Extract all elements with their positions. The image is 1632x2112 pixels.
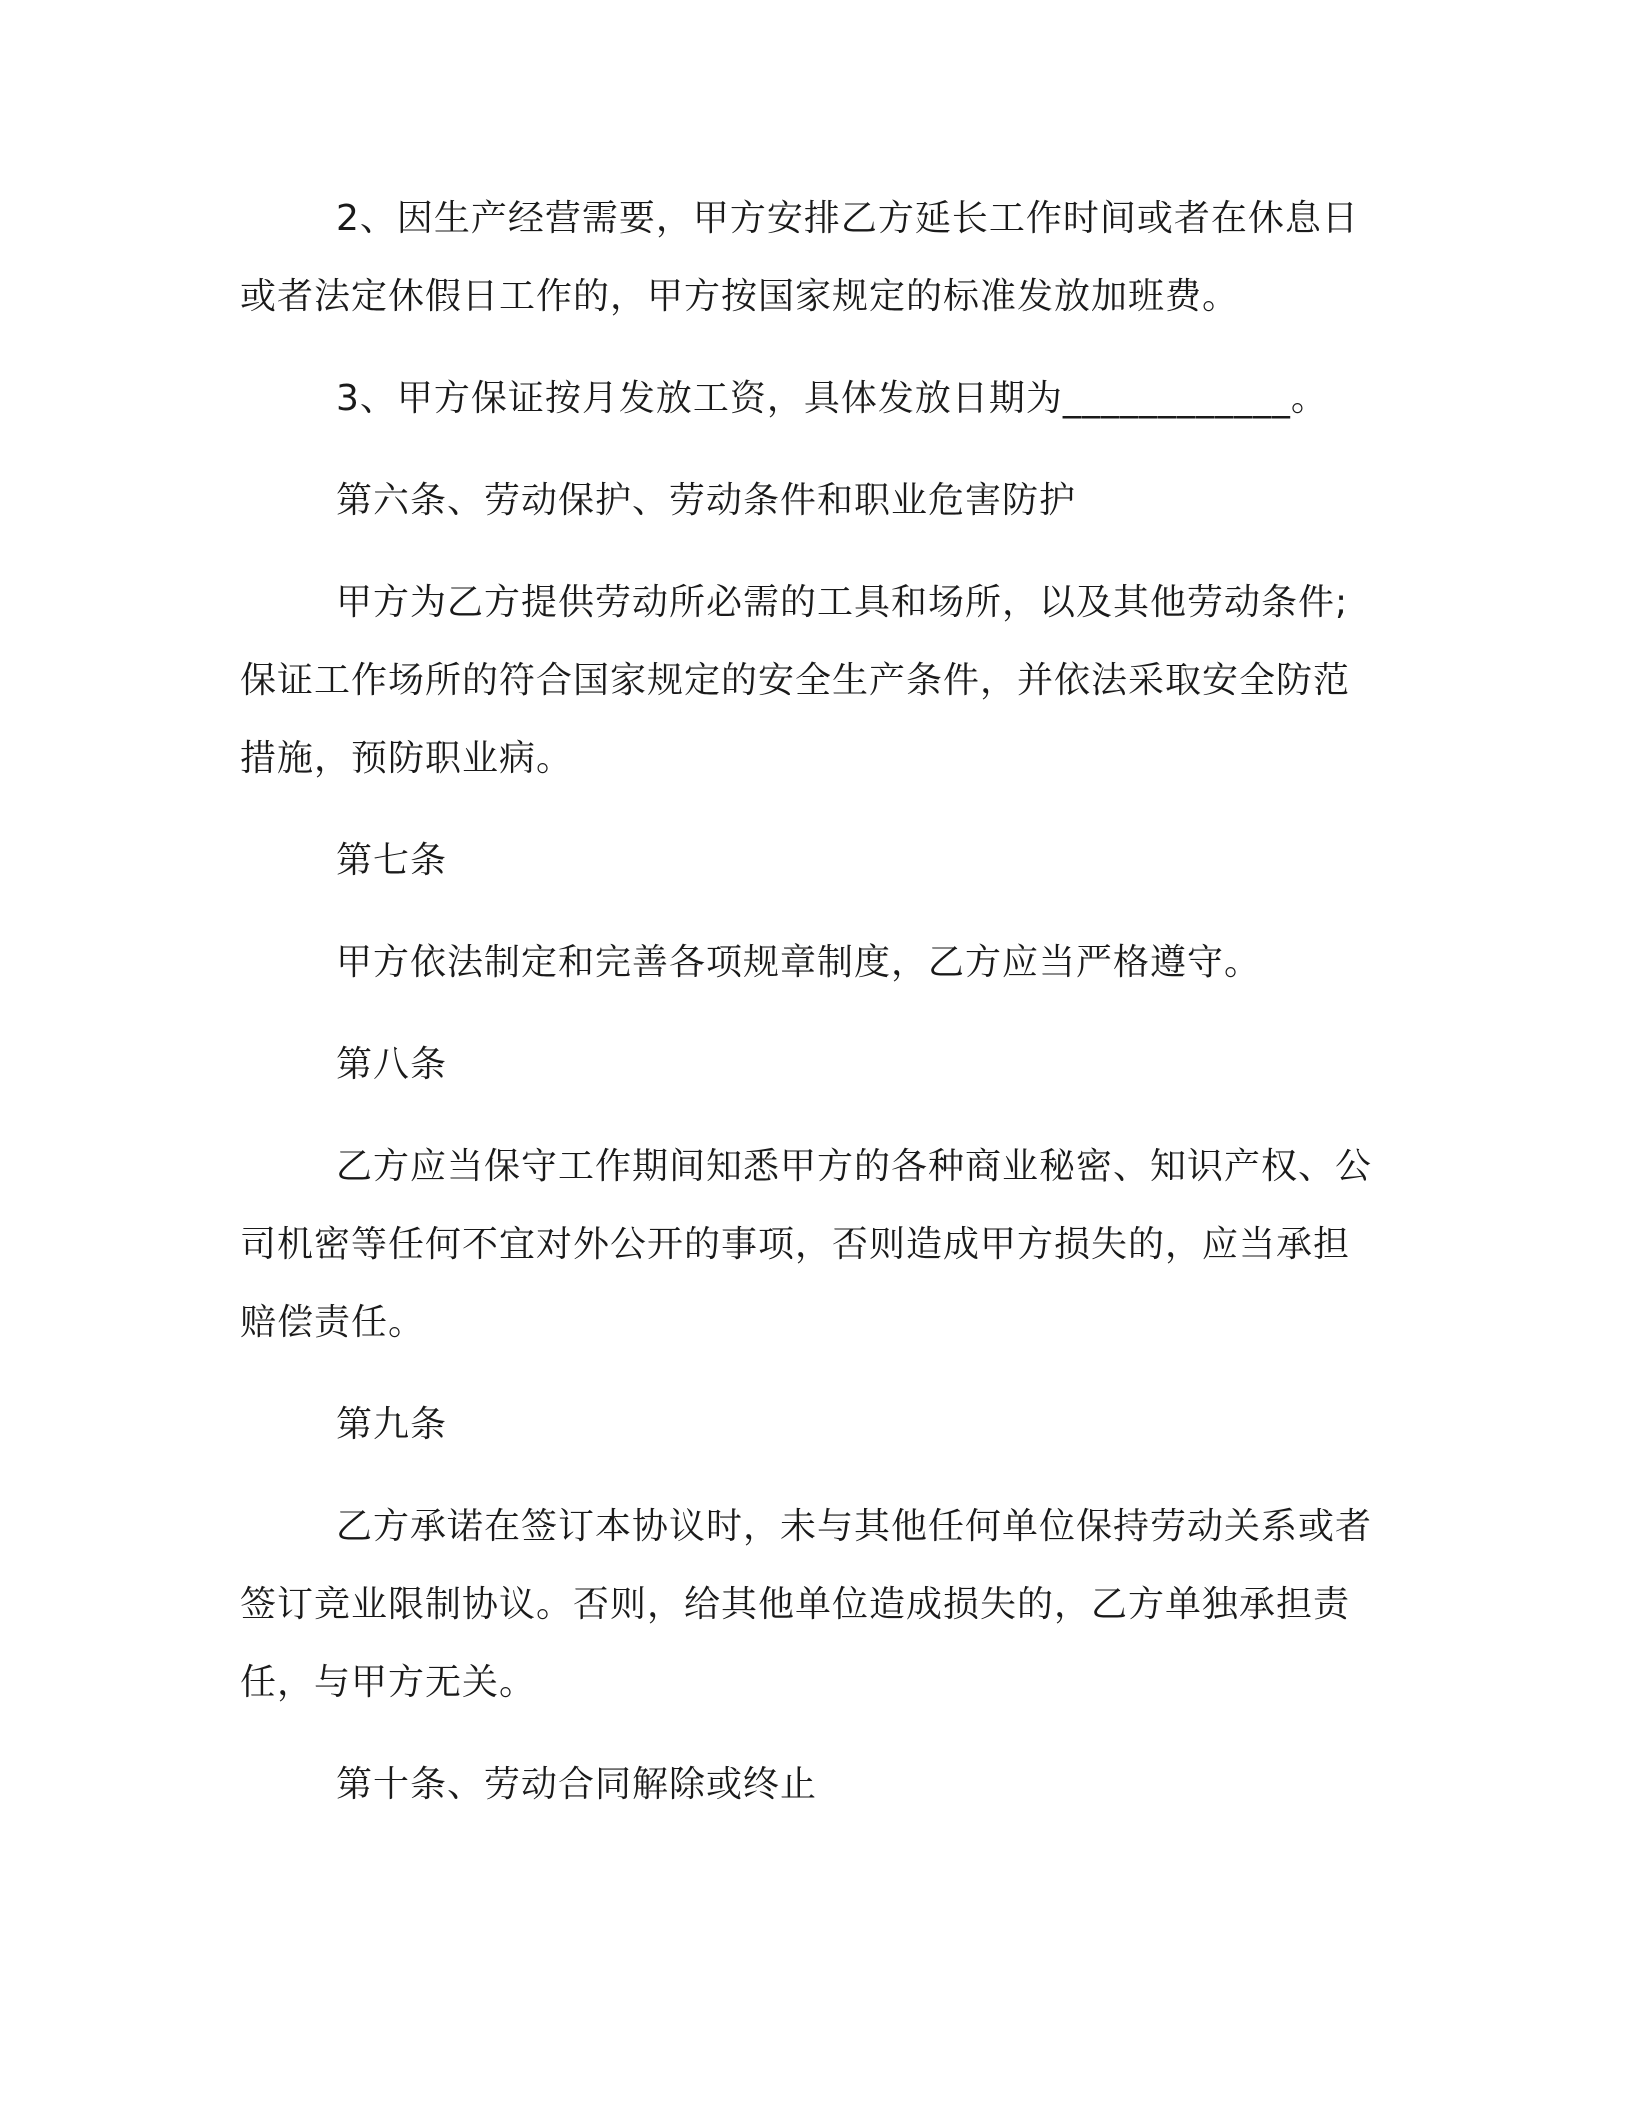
paragraph-clause-9-body <box>240 1488 1373 1722</box>
paragraph-line: 措施，预防职业病。 <box>240 738 574 779</box>
heading-clause-9 <box>240 1386 1370 1464</box>
heading-clause-7 <box>240 822 1370 900</box>
paragraph-clause-5-item-2 <box>240 180 1370 336</box>
paragraph-line: 司机密等任何不宜对外公开的事项，否则造成甲方损失的，应当承担 <box>240 1224 1351 1265</box>
paragraph-line: 乙方承诺在签订本协议时，未与其他任何单位保持劳动关系或者 <box>336 1506 1373 1547</box>
paragraph-line: 赔偿责任。 <box>240 1302 426 1343</box>
paragraph-line: 2、因生产经营需要，甲方安排乙方延长工作时间或者在休息日 <box>336 198 1359 239</box>
paragraph-line: 保证工作场所的符合国家规定的安全生产条件，并依法采取安全防范 <box>240 660 1351 701</box>
heading-clause-8 <box>240 1026 1370 1104</box>
heading-text: 第八条 <box>336 1044 448 1085</box>
paragraph-clause-6-body <box>240 564 1370 798</box>
paragraph-clause-8-body <box>240 1128 1373 1362</box>
paragraph-clause-7-body <box>240 924 1370 1002</box>
paragraph-line: 甲方为乙方提供劳动所必需的工具和场所，以及其他劳动条件; <box>336 582 1349 623</box>
paragraph-line: 任，与甲方无关。 <box>240 1662 537 1703</box>
paragraph-line: 或者法定休假日工作的，甲方按国家规定的标准发放加班费。 <box>240 276 1240 317</box>
heading-clause-10 <box>240 1746 1370 1824</box>
paragraph-line: 签订竞业限制协议。否则，给其他单位造成损失的，乙方单独承担责 <box>240 1584 1351 1625</box>
paragraph-line: 乙方应当保守工作期间知悉甲方的各种商业秘密、知识产权、公 <box>336 1146 1373 1187</box>
paragraph-line: 3、甲方保证按月发放工资，具体发放日期为____________。 <box>336 378 1328 419</box>
paragraph-clause-5-item-3 <box>240 360 1370 438</box>
heading-text: 第十条、劳动合同解除或终止 <box>336 1764 818 1805</box>
heading-text: 第七条 <box>336 840 448 881</box>
heading-text: 第六条、劳动保护、劳动条件和职业危害防护 <box>336 480 1077 521</box>
paragraph-line: 甲方依法制定和完善各项规章制度，乙方应当严格遵守。 <box>336 942 1262 983</box>
heading-clause-6 <box>240 462 1370 540</box>
heading-text: 第九条 <box>336 1404 448 1445</box>
